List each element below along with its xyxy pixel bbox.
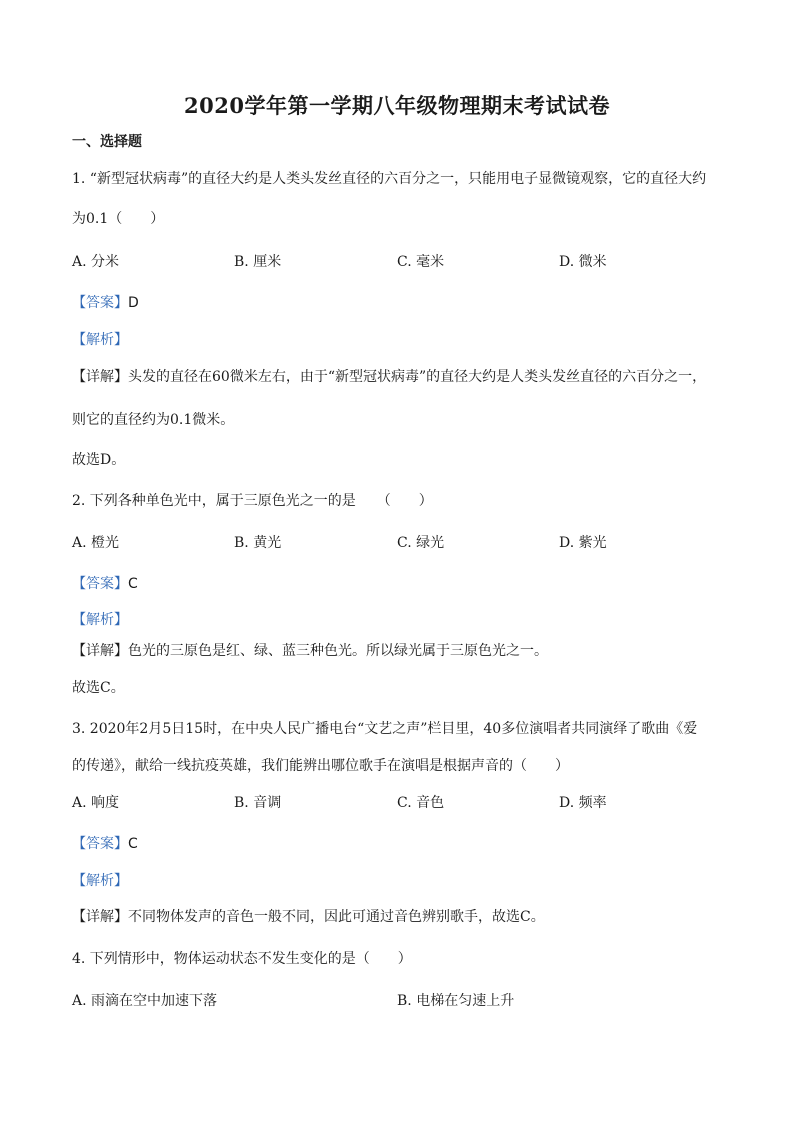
q2-analysis	[72, 609, 128, 629]
q1-detail-line2: 则它的直径约为0.1微米。	[72, 412, 235, 428]
answer-label: 【答案】	[72, 576, 128, 592]
q4-stem-line1: 4. 下列情形中，物体运动状态不发生变化的是（ ）	[72, 951, 412, 967]
detail-label: 【详解】	[72, 369, 128, 385]
q4-option-a: A. 雨滴在空中加速下落	[72, 993, 218, 1009]
q1-option-c: C. 毫米	[397, 254, 445, 270]
q2-detail-text: 色光的三原色是红、绿、蓝三种色光。所以绿光属于三原色光之一。	[128, 643, 548, 659]
analysis-label: 【解析】	[72, 612, 128, 628]
q3-answer-value: C	[128, 836, 138, 852]
q3-answer	[72, 833, 138, 853]
q1-conclusion: 故选D。	[72, 452, 126, 468]
q1-option-a: A. 分米	[72, 254, 120, 270]
section-heading: 一、选择题	[72, 134, 142, 150]
answer-label: 【答案】	[72, 295, 128, 311]
q3-option-d: D. 频率	[559, 795, 607, 811]
q2-option-d: D. 紫光	[559, 535, 607, 551]
q1-detail-text: 头发的直径在60微米左右，由于“新型冠状病毒”的直径大约是人类头发丝直径的六百分之一，	[128, 369, 707, 385]
q3-detail-line1	[72, 906, 545, 926]
q2-conclusion: 故选C。	[72, 680, 125, 696]
q1-answer-value: D	[128, 295, 139, 311]
q3-detail-text: 不同物体发声的音色一般不同，因此可通过音色辨别歌手，故选C。	[128, 909, 545, 925]
q1-answer	[72, 292, 139, 312]
q1-option-b: B. 厘米	[234, 254, 282, 270]
q2-option-c: C. 绿光	[397, 535, 445, 551]
q3-stem-line1: 3. 2020年2月5日15时，在中央人民广播电台“文艺之声”栏目里，40多位演唱者共同演绎了歌曲《爱	[72, 721, 698, 737]
page-title: 2020学年第一学期八年级物理期末考试试卷	[184, 93, 610, 118]
detail-label: 【详解】	[72, 643, 128, 659]
q3-stem-line2: 的传递》，献给一线抗疫英雄，我们能辨出哪位歌手在演唱是根据声音的（ ）	[72, 758, 569, 774]
q3-option-c: C. 音色	[397, 795, 445, 811]
q3-option-a: A. 响度	[72, 795, 120, 811]
q2-answer	[72, 573, 138, 593]
q3-option-b: B. 音调	[234, 795, 282, 811]
q2-stem-line1: 2. 下列各种单色光中，属于三原色光之一的是 （ ）	[72, 493, 433, 509]
q1-option-d: D. 微米	[559, 254, 607, 270]
answer-label: 【答案】	[72, 836, 128, 852]
analysis-label: 【解析】	[72, 332, 128, 348]
q1-stem-line2: 为0.1（ ）	[72, 211, 165, 227]
q4-option-b: B. 电梯在匀速上升	[397, 993, 515, 1009]
q3-analysis	[72, 870, 128, 890]
q2-option-a: A. 橙光	[72, 535, 120, 551]
q1-stem-line1: 1. “新型冠状病毒”的直径大约是人类头发丝直径的六百分之一，只能用电子显微镜观察，它的直径大约	[72, 171, 707, 187]
q1-analysis	[72, 329, 128, 349]
detail-label: 【详解】	[72, 909, 128, 925]
q2-option-b: B. 黄光	[234, 535, 282, 551]
q1-detail-line1	[72, 366, 706, 386]
q2-detail-line1	[72, 640, 548, 660]
q2-answer-value: C	[128, 576, 138, 592]
analysis-label: 【解析】	[72, 873, 128, 889]
